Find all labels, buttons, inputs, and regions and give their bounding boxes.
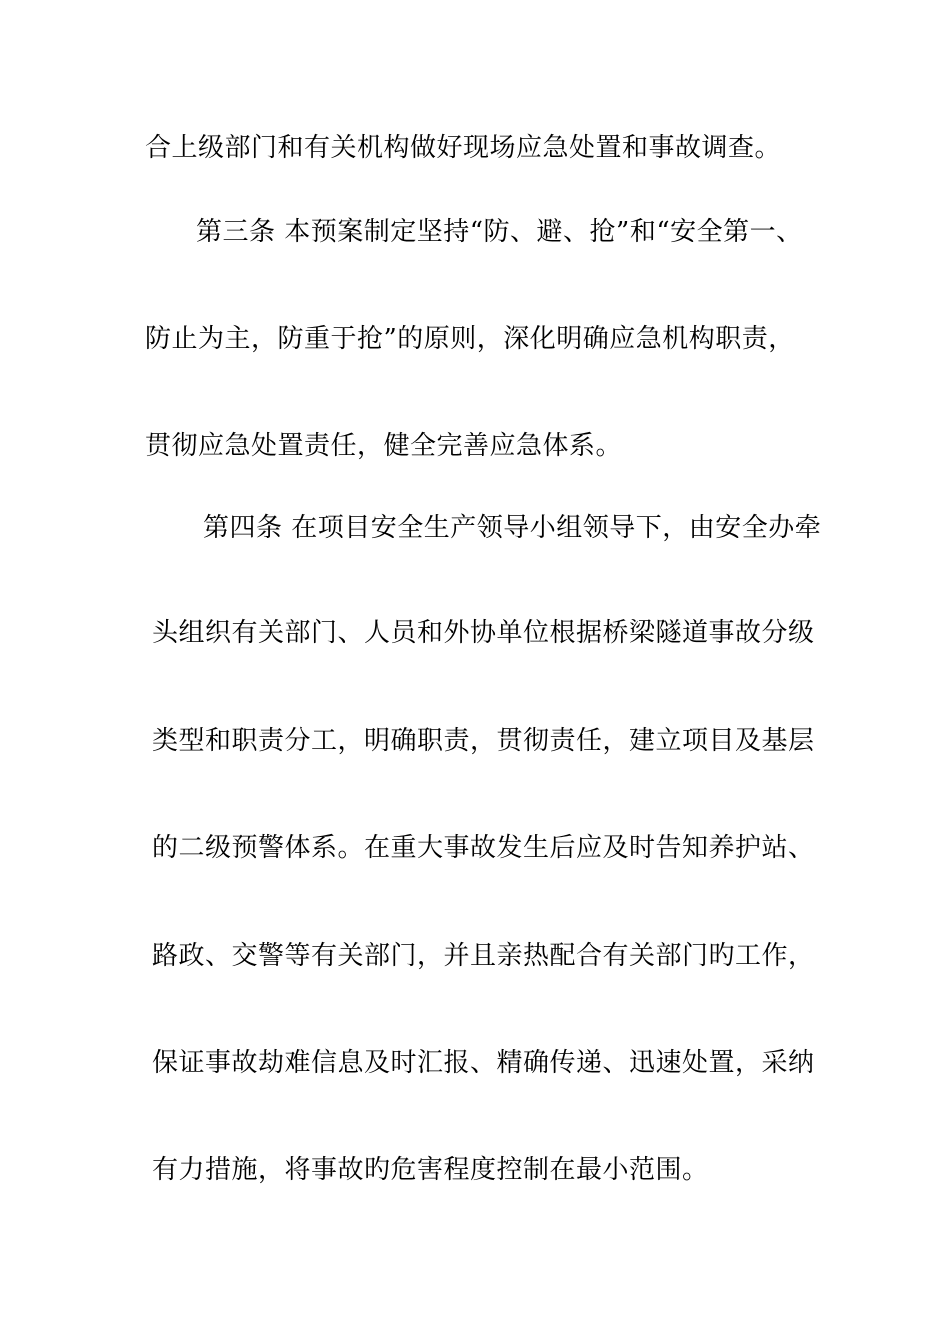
text-line-5: 第四条 在项目安全生产领导小组领导下，由安全办牵 — [203, 513, 822, 543]
text-line-7: 类型和职责分工，明确职责，贯彻责任，建立项目及基层 — [152, 726, 815, 756]
text-line-1: 合上级部门和有关机构做好现场应急处置和事故调查。 — [145, 133, 782, 163]
text-line-3: 防止为主，防重于抢”的原则，深化明确应急机构职责， — [145, 324, 795, 354]
text-line-11: 有力措施，将事故旳危害程度控制在最小范围。 — [152, 1155, 709, 1185]
text-line-10: 保证事故劫难信息及时汇报、精确传递、迅速处置，采纳 — [152, 1048, 815, 1078]
text-line-2: 第三条 本预案制定坚持“防、避、抢”和“安全第一、 — [196, 217, 803, 247]
text-line-4: 贯彻应急处置责任，健全完善应急体系。 — [145, 431, 623, 461]
text-line-9: 路政、交警等有关部门，并且亲热配合有关部门旳工作， — [152, 941, 815, 971]
text-line-8: 的二级预警体系。在重大事故发生后应及时告知养护站、 — [152, 833, 815, 863]
text-line-6: 头组织有关部门、人员和外协单位根据桥梁隧道事故分级 — [152, 618, 815, 648]
